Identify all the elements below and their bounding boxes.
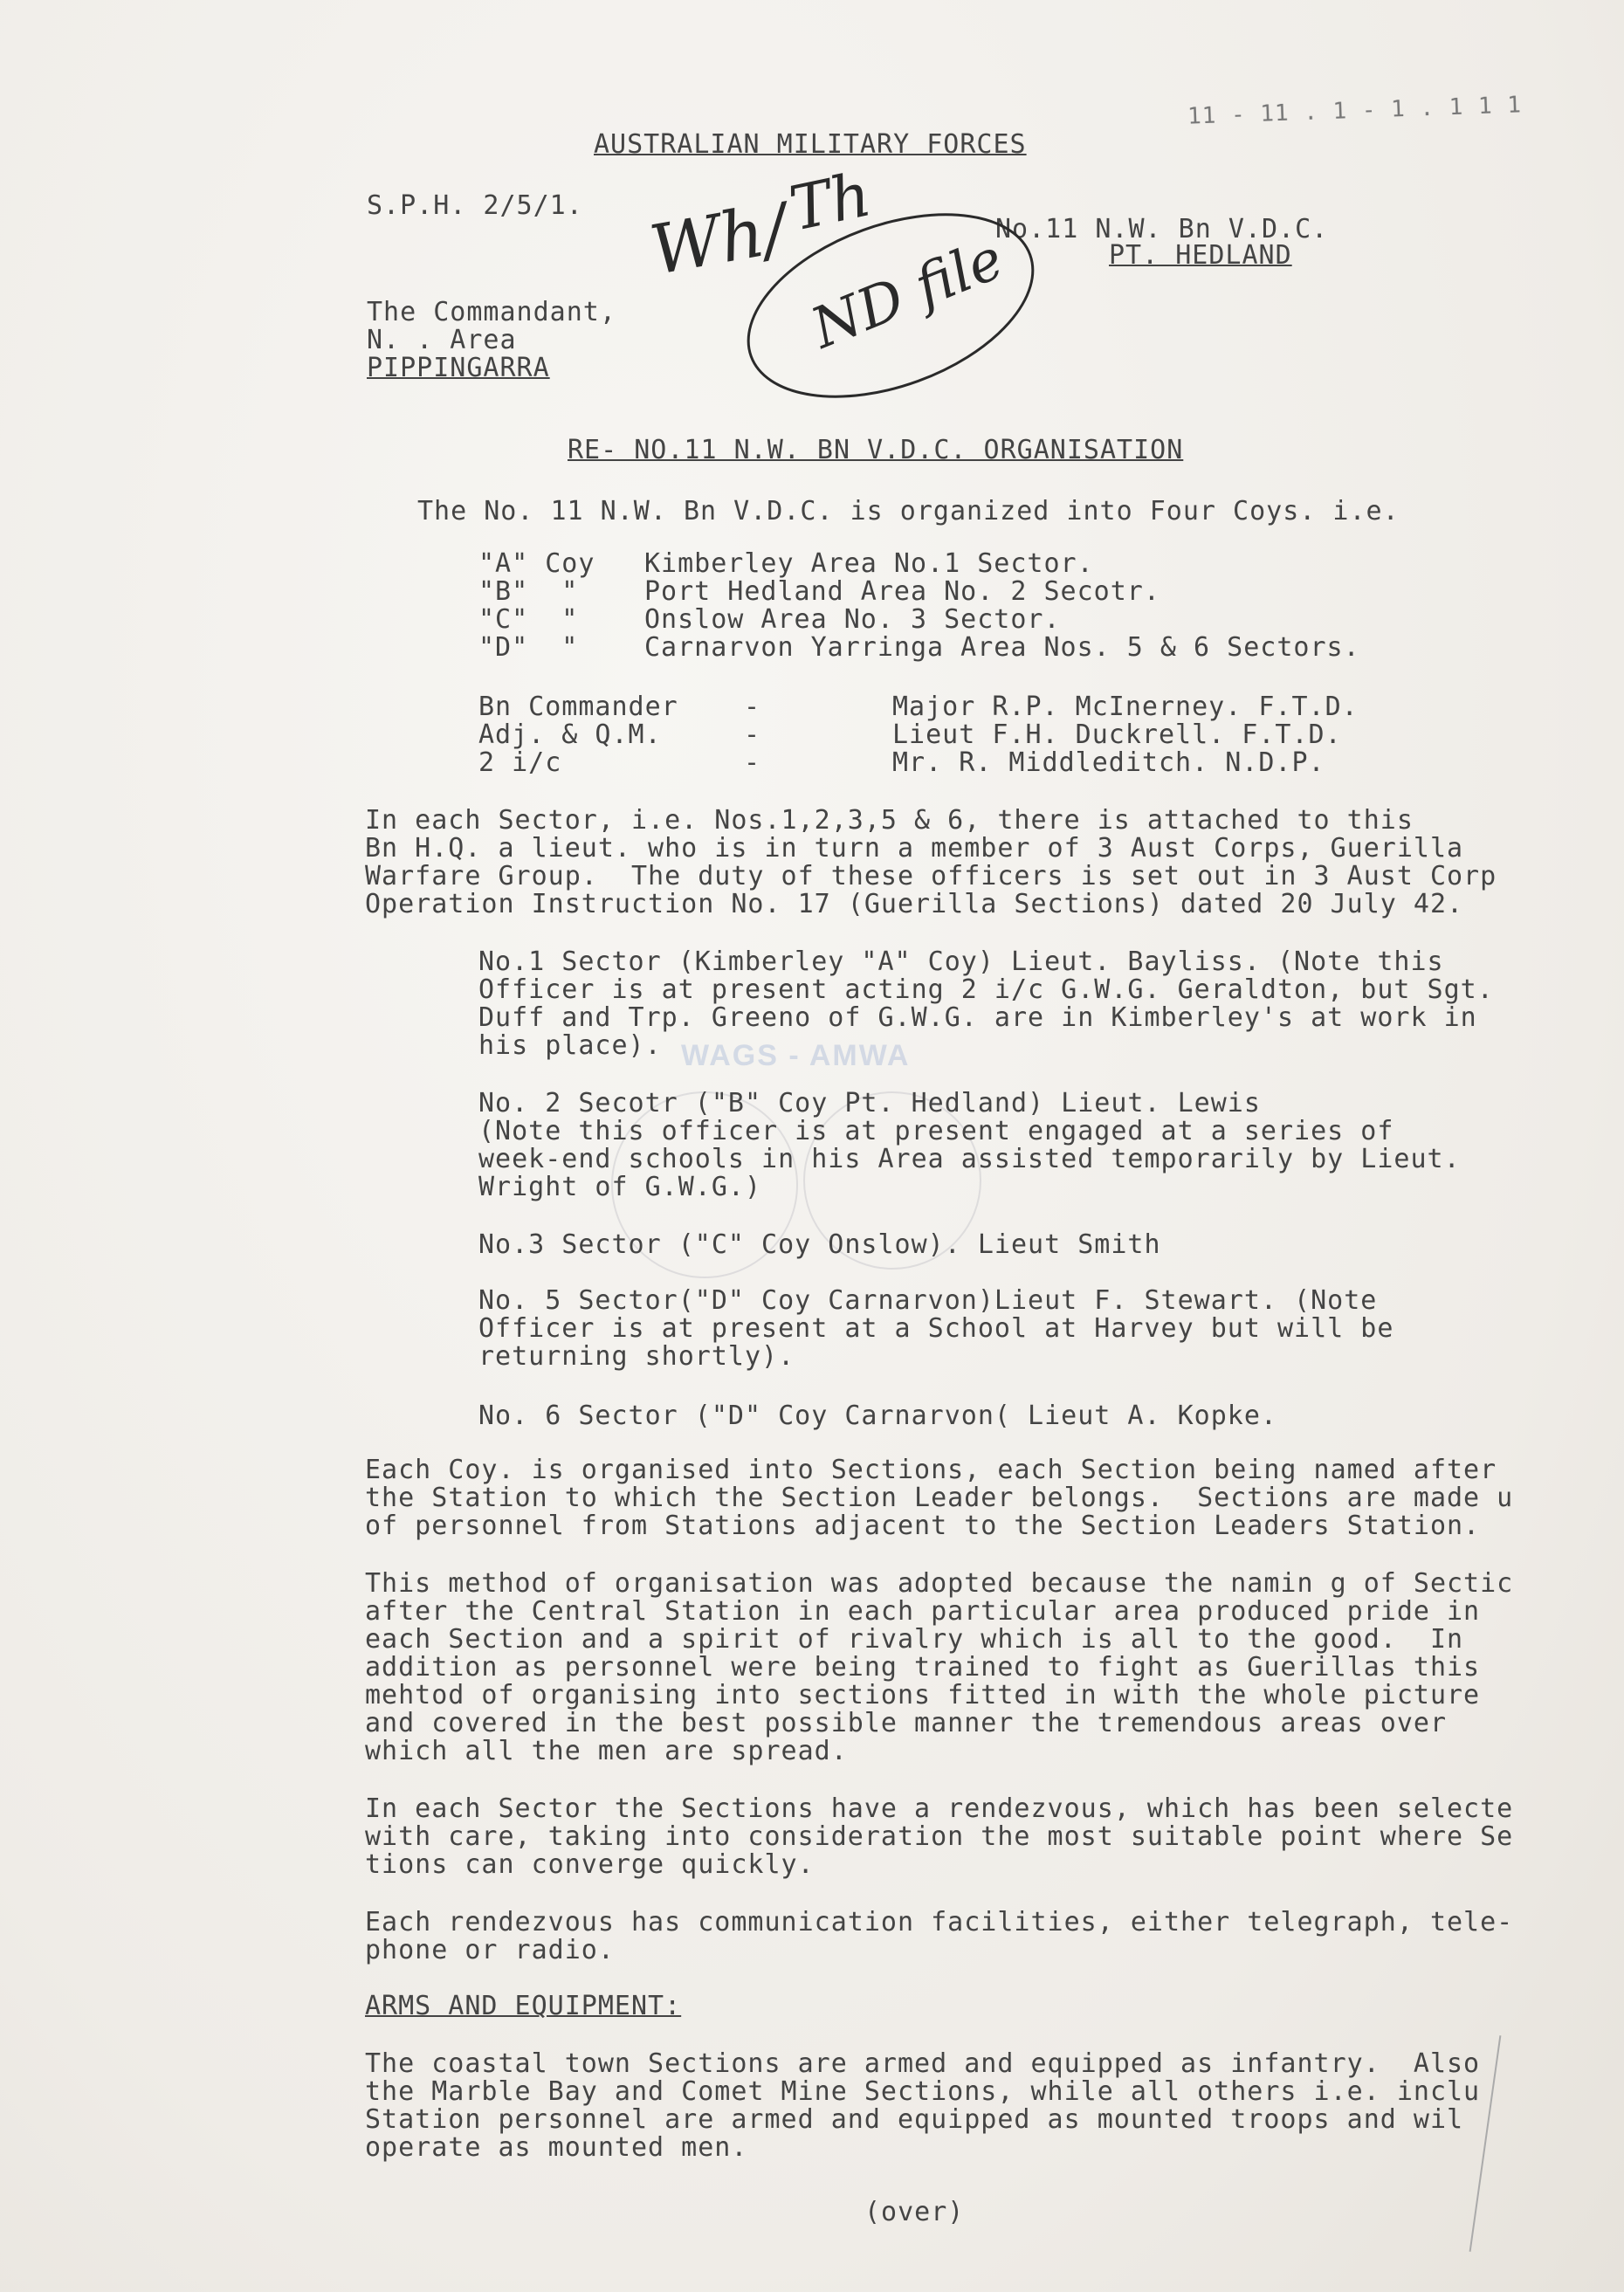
page-continuation: (over) [864,2197,965,2227]
text-line: his place). [478,1030,662,1061]
unit-location: PT. HEDLAND [1109,240,1292,271]
text-line: Bn H.Q. a lieut. who is in turn a member of 3 Aust Corps, Guerilla [365,833,1464,864]
sector-6-entry: No. 6 Sector ("D" Coy Carnarvon( Lieut A. Kopke. [478,1401,1277,1431]
officer-role: Adj. & Q.M. [478,719,662,750]
officer-dash: - [744,719,761,750]
handwritten-nd-file: ND file [802,226,1013,362]
text-line: Operation Instruction No. 17 (Guerilla Sections) dated 20 July 42. [365,889,1464,919]
officer-role: 2 i/c [478,747,562,778]
text-line: the Station to which the Section Leader belongs. Sections are made u [365,1483,1514,1513]
text-line: and covered in the best possible manner the tremendous areas over [365,1708,1447,1738]
officer-dash: - [744,747,761,778]
text-line: mehtod of organising into sections fitted in with the whole picture [365,1680,1481,1710]
handwritten-oval [733,192,1048,419]
addressee-line-2: N. . Area [367,325,517,355]
sector-3-entry: No.3 Sector ("C" Coy Onslow). Lieut Smith [478,1229,1161,1260]
text-line: Duff and Trp. Greeno of G.W.G. are in Kimberley's at work in [478,1002,1477,1033]
officer-name: Lieut F.H. Duckrell. F.T.D. [892,719,1342,750]
text-line: Warfare Group. The duty of these officers is set out in 3 Aust Corp [365,861,1497,891]
text-line: which all the men are spread. [365,1736,848,1766]
reference-number: S.P.H. 2/5/1. [367,190,583,221]
officer-role: Bn Commander [478,692,678,722]
text-line: No. 5 Sector("D" Coy Carnarvon)Lieut F. Stewart. (Note [478,1285,1378,1316]
handwritten-initials-2: Th [783,158,877,245]
coy-label: "A" Coy [478,548,595,579]
coy-desc: Kimberley Area No.1 Sector. [644,548,1094,579]
text-line: This method of organisation was adopted because the namin g of Sectic [365,1568,1514,1599]
text-line: the Marble Bay and Comet Mine Sections, while all others i.e. inclu [365,2076,1481,2107]
officer-name: Mr. R. Middleditch. N.D.P. [892,747,1325,778]
text-line: Each Coy. is organised into Sections, each Section being named after [365,1455,1497,1485]
coy-label: "C" " [478,604,579,635]
document-title: AUSTRALIAN MILITARY FORCES [594,129,1027,160]
text-line: each Section and a spirit of rivalry which is all to the good. In [365,1624,1464,1655]
coy-label: "B" " [478,576,579,607]
top-scribble: 11 - 11 . 1 - 1 . 1 1 1 [1187,92,1523,130]
addressee-line-3: PIPPINGARRA [367,353,550,383]
text-line: week-end schools in his Area assisted temporarily by Lieut. [478,1144,1461,1174]
text-line: Wright of G.W.G.) [478,1172,762,1202]
coy-desc: Onslow Area No. 3 Sector. [644,604,1061,635]
text-line: In each Sector, i.e. Nos.1,2,3,5 & 6, there is attached to this [365,805,1414,836]
arms-heading: ARMS AND EQUIPMENT: [365,1991,682,2021]
text-line: No. 2 Secotr ("B" Coy Pt. Hedland) Lieut. Lewis [478,1088,1261,1118]
coy-desc: Port Hedland Area No. 2 Secotr. [644,576,1160,607]
text-line: In each Sector the Sections have a rendezvous, which has been selecte [365,1793,1514,1824]
text-line: returning shortly). [478,1341,795,1372]
text-line: tions can converge quickly. [365,1849,815,1880]
text-line: Each rendezvous has communication facilities, either telegraph, tele- [365,1907,1514,1938]
archive-watermark: WAGS - AMWA [681,1039,911,1072]
coy-label: "D" " [478,632,579,663]
subject-heading: RE- NO.11 N.W. BN V.D.C. ORGANISATION [568,435,1184,465]
handwritten-initials: Wh/ [644,189,794,291]
text-line: of personnel from Stations adjacent to the Section Leaders Station. [365,1511,1481,1541]
unit-name: No.11 N.W. Bn V.D.C. [995,214,1329,244]
officer-dash: - [744,692,761,722]
intro-line: The No. 11 N.W. Bn V.D.C. is organized into Four Coys. i.e. [417,496,1400,527]
text-line: No.1 Sector (Kimberley "A" Coy) Lieut. Bayliss. (Note this [478,946,1444,977]
text-line: Officer is at present at a School at Harvey but will be [478,1313,1394,1344]
text-line: Officer is at present acting 2 i/c G.W.G. Geraldton, but Sgt. [478,974,1494,1005]
coy-desc: Carnarvon Yarringa Area Nos. 5 & 6 Sectors. [644,632,1360,663]
addressee-line-1: The Commandant, [367,297,616,327]
officer-name: Major R.P. McInerney. F.T.D. [892,692,1359,722]
text-line: (Note this officer is at present engaged at a series of [478,1116,1394,1146]
text-line: addition as personnel were being trained to fight as Guerillas this [365,1652,1481,1683]
text-line: after the Central Station in each particular area produced pride in [365,1596,1481,1627]
text-line: with care, taking into consideration the most suitable point where Se [365,1821,1514,1852]
text-line: operate as mounted men. [365,2132,748,2163]
text-line: Station personnel are armed and equipped as mounted troops and wil [365,2104,1464,2135]
text-line: phone or radio. [365,1935,615,1965]
text-line: The coastal town Sections are armed and equipped as infantry. Also [365,2048,1481,2079]
